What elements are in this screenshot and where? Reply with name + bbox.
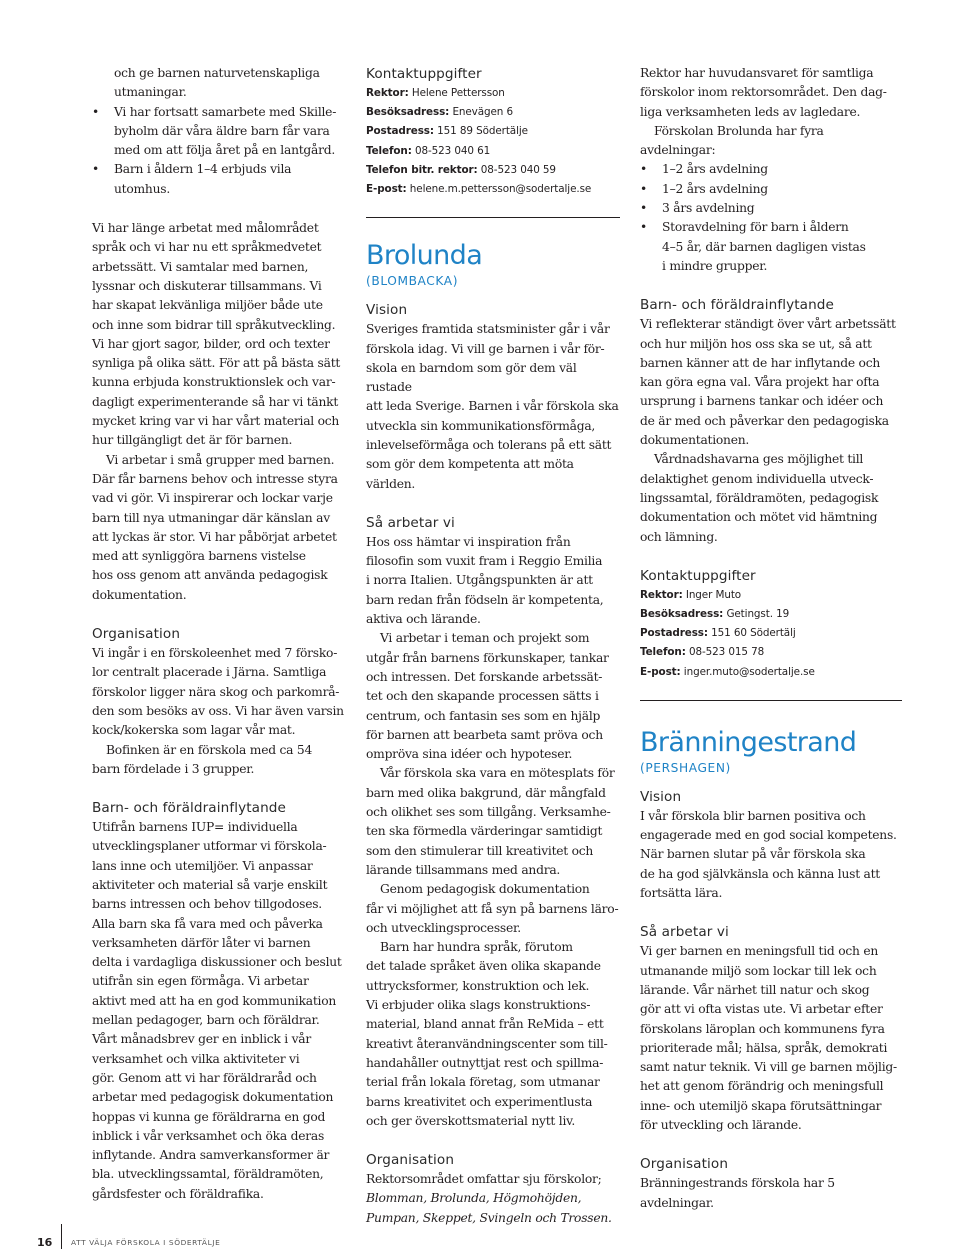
text-line: utifrån sin egen förmåga. Vi arbetar — [92, 974, 309, 989]
contact-value: 151 89 Södertälje — [437, 125, 528, 138]
text-line: barn med olika bakgrund, där mångfald — [366, 785, 606, 800]
text-line: het att genom förändrig och meningsfull — [640, 1079, 884, 1094]
text-line: kreativt återanvändningscenter som till- — [366, 1036, 608, 1051]
work-heading: Så arbetar vi — [640, 924, 729, 941]
text-line: barnen känner att de har inflytande och — [640, 355, 881, 370]
text-line: förskolor inom rektorsområdet. Den dag- — [640, 85, 887, 100]
bullet-icon: • — [92, 104, 100, 119]
text-line: Barn har hundra språk, förutom — [380, 940, 573, 955]
contact-value: 08-523 040 61 — [414, 144, 491, 157]
text-line: hur tillgängligt det är för barnen. — [92, 433, 293, 448]
bullet-icon: • — [92, 162, 100, 177]
text-line: Vi ger barnen en meningsfull tid och en — [640, 944, 879, 959]
text-line: förskolans läroplan och kommunens fyra — [640, 1021, 885, 1036]
contact-value: 151 60 Södertälj — [711, 627, 796, 640]
text-line: hoppas vi kunna ge föräldrarna en god — [92, 1109, 326, 1124]
bullet-icon: • — [640, 162, 648, 177]
text-line: har skapat lekvänliga miljöer både ute — [92, 298, 323, 313]
text-line: liga verksamheten leds av lagledare. — [640, 104, 861, 119]
text-line: lärande. Vår närhet till natur och skog — [640, 982, 870, 997]
section-subtitle: (PERSHAGEN) — [640, 760, 731, 775]
contact-list — [366, 84, 620, 199]
contact-row — [366, 161, 620, 180]
organisation-heading: Organisation — [366, 1152, 455, 1169]
text-line: tet och den skapande processen sätts i — [366, 689, 599, 704]
text-line: och lämning. — [640, 529, 718, 544]
list-item — [92, 160, 344, 199]
text-line: gör att vi ofta vistas ute. Vi arbetar efter — [640, 1002, 883, 1017]
list-item-line: byholm där våra äldre barn får vara — [114, 123, 330, 138]
section-subtitle: (BLOMBACKA) — [366, 274, 459, 289]
text-line: lans inne och utemiljöer. Vi anpassar — [92, 858, 313, 873]
contact-row — [366, 142, 620, 161]
text-line: barns intressen och behov tillgodoses. — [92, 897, 322, 912]
contact-label: Telefon: — [640, 646, 686, 659]
bullet-icon: • — [640, 201, 648, 216]
text-line: och ger överskottsmaterial nytt liv. — [366, 1113, 576, 1128]
text-line: och olikhet ses som tillgång. Verksamhe- — [366, 805, 611, 820]
text-line: får vi möjlighet att få syn på barnens läro- — [366, 901, 619, 916]
text-line: förskola idag. Vi vill ge barnen i vår för- — [366, 341, 605, 356]
text-line: prioriterade mål; hälsa, språk, demokrati — [640, 1040, 888, 1055]
text-line: dokumentationen. — [640, 433, 750, 448]
contact-row — [640, 663, 902, 682]
text-line: utveckla sin kommunikationsförmåga, — [366, 418, 596, 433]
bullet-icon: • — [640, 181, 648, 196]
text-line: och intressen. Det forskande arbetssät- — [366, 669, 603, 684]
contact-label: Postadress: — [640, 627, 708, 640]
contact-row — [640, 586, 902, 605]
text-line: Hos oss hämtar vi inspiration från — [366, 534, 571, 549]
body-paragraph — [92, 818, 344, 1204]
section-title: Bränningestrand — [640, 726, 857, 758]
text-line: Vårt månadsbrev ger en inblick i vår — [92, 1032, 311, 1047]
text-line: de är med och påverkar den pedagogiska — [640, 413, 889, 428]
organisation-text: Bränningestrands förskola har 5 avdelningar. — [640, 1176, 835, 1210]
body-paragraph — [92, 451, 344, 605]
list-item — [640, 199, 902, 218]
body-paragraph — [640, 450, 902, 546]
text-line: lärande tillsammans med andra. — [366, 862, 561, 877]
text-line: aktivt med att ha en god kommunikation — [92, 993, 337, 1008]
contact-label: E-post: — [366, 183, 407, 196]
text-line: som den stimulerar till kreativitet och — [366, 843, 594, 858]
text-line: Alla barn ska få vara med och påverka — [92, 916, 323, 931]
text-line: hos oss genom att använda pedagogisk — [92, 568, 328, 583]
text-line: fortsätta lära. — [640, 886, 723, 901]
list-item-line: 1–2 års avdelning — [662, 162, 768, 177]
contact-label: Telefon bitr. rektor: — [366, 163, 478, 176]
text-line: Vi har länge arbetat med målområdet — [92, 221, 319, 236]
text-line: handahåller outnyttjat rest och spillma- — [366, 1055, 604, 1070]
text-line: samt natur teknik. Vi vill ge barnen möjlig- — [640, 1060, 897, 1075]
contact-label: Rektor: — [366, 87, 409, 99]
contact-heading: Kontaktuppgifter — [640, 567, 756, 584]
text-line: utmaningar. — [114, 85, 187, 100]
contact-label: Telefon: — [366, 144, 412, 157]
text-line: lor centralt placerade i Järna. Samtliga — [92, 665, 327, 680]
organisation-text-italic: Blomman, Brolunda, Högmohöjden, — [366, 1191, 582, 1206]
contact-row — [640, 643, 902, 662]
text-line: barns kreativitet och experimentlusta — [366, 1094, 593, 1109]
list-item-line: 3 års avdelning — [662, 201, 755, 216]
publication-title: ATT VÄLJA FÖRSKOLA I SÖDERTÄLJE — [71, 1238, 221, 1247]
text-line: skola en barndom som gör dem väl rustade — [366, 360, 577, 395]
text-line: inne- och utemiljö skapa förutsättningar — [640, 1098, 882, 1113]
bullet-continuation — [640, 238, 902, 277]
text-line: arbetar med pedagogisk dokumentation — [92, 1090, 334, 1105]
intro-text — [92, 64, 344, 103]
text-line: Vi arbetar i små grupper med barnen. — [106, 452, 335, 467]
work-heading: Så arbetar vi — [366, 514, 455, 531]
text-line: utmanande miljö som lockar till lek och — [640, 963, 877, 978]
body-paragraph — [366, 320, 620, 494]
text-line: dokumentation. — [92, 587, 187, 602]
text-line: Vi har gjort sagor, bilder, ord och texter — [92, 336, 330, 351]
text-line: 4–5 år, där barnen dagligen vistas — [662, 239, 866, 254]
body-paragraph — [92, 219, 344, 451]
text-line: centrum, och fantasin ses som en hjälp — [366, 708, 601, 723]
text-line: Utifrån barnens IUP= individuella — [92, 820, 298, 835]
contact-label: Besöksadress: — [366, 106, 450, 119]
text-line: engagerade med en god social kompetens. — [640, 828, 897, 843]
text-line: ompröva sina idéer och hypoteser. — [366, 747, 573, 762]
text-line: I vår förskola blir barnen positiva och — [640, 808, 866, 823]
text-line: den som besöks av oss. Vi har även varsin — [92, 703, 344, 718]
organisation-heading: Organisation — [92, 626, 181, 643]
text-line: som gör dem kompetenta att möta världen. — [366, 457, 574, 491]
text-line: med att synliggöra barnens vistelse — [92, 549, 306, 564]
text-line: Förskolan Brolunda har fyra — [654, 123, 824, 138]
list-item — [92, 103, 344, 161]
text-line: lyssnar och diskuterar tillsammans. Vi — [92, 278, 322, 293]
contact-value: helene.m.pettersson@sodertalje.se — [409, 183, 592, 196]
text-line: vad vi gör. Vi inspirerar och lockar varje — [92, 491, 333, 506]
text-line: inblick i vår verksamhet och öka deras — [92, 1128, 325, 1143]
page-footer — [0, 1220, 960, 1249]
list-item-line: utomhus. — [114, 181, 170, 196]
text-line: och hur miljön hos oss ska se ut, så att — [640, 336, 872, 351]
organisation-text: Rektorsområdet omfattar sju förskolor; — [366, 1172, 602, 1187]
text-line: att lyckas är stor. Vi har påbörjat arbetet — [92, 529, 337, 544]
contact-label: Besöksadress: — [640, 608, 724, 621]
contact-list — [640, 586, 902, 682]
text-line: aktiva och lärande. — [366, 612, 481, 627]
text-line: Sveriges framtida statsminister går i vår — [366, 322, 610, 337]
text-line: Vår förskola ska vara en mötesplats för — [380, 766, 615, 781]
contact-label: Postadress: — [366, 125, 434, 138]
text-line: Där får barnens behov och intresse styra — [92, 471, 338, 486]
text-line: Vi arbetar i teman och projekt som — [380, 631, 590, 646]
bullet-icon: • — [640, 220, 648, 235]
text-line: lingssamtal, föräldramöten, pedagogisk — [640, 490, 879, 505]
text-line: gårdsfester och föräldrafika. — [92, 1186, 264, 1201]
contact-value: Inger Muto — [685, 588, 742, 601]
contact-row — [640, 605, 902, 624]
text-line: och utvecklingsprocesser. — [366, 920, 521, 935]
list-item — [640, 160, 902, 179]
text-line: för utveckling och lärande. — [640, 1118, 802, 1132]
text-line: Bofinken är en förskola med ca 54 — [106, 742, 313, 757]
contact-heading: Kontaktuppgifter — [366, 66, 482, 82]
body-paragraph — [640, 315, 902, 450]
barn-foraldrainflytande-heading: Barn- och föräldrainflytande — [640, 297, 834, 314]
text-line: verksamheten därför låter vi barnen — [92, 935, 311, 950]
contact-value: Enevägen 6 — [452, 106, 513, 119]
text-line: kock/kokerska som lagar vår mat. — [92, 723, 296, 738]
text-line: utgår från barnens förkunskaper, tankar — [366, 650, 609, 665]
contact-value: Getingst. 19 — [726, 608, 790, 621]
text-line: utvecklingsplaner utformar vi förskola- — [92, 839, 327, 854]
text-line: avdelningar: — [640, 143, 716, 158]
text-line: Genom pedagogisk dokumentation — [380, 882, 590, 897]
body-paragraph — [366, 764, 620, 880]
contact-value: inger.muto@sodertalje.se — [683, 665, 815, 678]
contact-label: E-post: — [640, 665, 681, 678]
text-line: delaktighet genom individuella utveck- — [640, 471, 874, 486]
intro-text — [640, 122, 902, 161]
contact-row — [366, 103, 620, 122]
body-paragraph — [640, 807, 902, 903]
text-line: ten ska förmedla värderingar samtidigt — [366, 824, 603, 839]
list-item — [640, 180, 902, 199]
contact-value: Helene Pettersson — [411, 87, 505, 99]
list-item — [640, 218, 902, 237]
contact-row — [640, 624, 902, 643]
text-line: synliga på olika sätt. För att på bästa sätt — [92, 356, 341, 371]
vision-heading: Vision — [640, 788, 682, 805]
body-paragraph — [366, 533, 620, 629]
text-line: barn till nya utmaningar där känslan av — [92, 510, 330, 525]
text-line: uttrycksformer, konstruktion och lek. — [366, 978, 590, 993]
list-item-line: Barn i åldern 1–4 erbjuds vila — [114, 162, 292, 177]
barn-foraldrainflytande-heading: Barn- och föräldrainflytande — [92, 800, 286, 817]
text-line: Vi erbjuder olika slags konstruktions- — [366, 998, 591, 1013]
text-line: för barnen att bearbeta samt pröva och — [366, 727, 603, 742]
text-line: gör. Genom att vi har föräldraråd och — [92, 1070, 317, 1085]
page-number: 16 — [37, 1236, 53, 1249]
text-line: kan göra egna val. Våra projekt har ofta — [640, 375, 880, 390]
bullet-list — [640, 160, 902, 237]
contact-value: 08-523 015 78 — [688, 646, 765, 659]
text-line: Vi reflekterar ständigt över vårt arbetssätt — [640, 317, 896, 332]
text-line: Vårdnadshavarna ges möjlighet till — [654, 452, 864, 467]
vision-heading: Vision — [366, 302, 408, 319]
column-left — [92, 64, 344, 1204]
text-line: filosofin som vuxit fram i Reggio Emilia — [366, 554, 603, 569]
text-line: inflytande. Andra samverkansformer är — [92, 1148, 330, 1163]
text-line: Vi ingår i en förskoleenhet med 7 försko- — [92, 646, 338, 661]
text-line: material, bland annat från ReMida – ett — [366, 1017, 604, 1032]
text-line: delta i vardagliga diskussioner och beslut — [92, 955, 342, 970]
text-line: mellan pedagoger, barn och föräldrar. — [92, 1013, 320, 1028]
contact-value: 08-523 040 59 — [480, 163, 556, 176]
text-line: det talade språket även olika skapande — [366, 959, 601, 974]
column-middle — [366, 64, 620, 1228]
organisation-text-italic: Pumpan, Skeppet, Svingeln och Trossen. — [366, 1210, 612, 1225]
intro-text — [640, 64, 902, 122]
text-line: terial från lokala företag, som utmanar — [366, 1075, 600, 1090]
text-line: och inne som bidrar till språkutveckling. — [92, 317, 336, 332]
text-line: i mindre grupper. — [662, 258, 768, 273]
body-paragraph — [366, 938, 620, 1131]
text-line: ursprung i barnens tankar och idéer och — [640, 394, 884, 409]
body-paragraph — [366, 880, 620, 938]
list-item-line: med om att följa året på en lantgård. — [114, 143, 336, 158]
column-right — [640, 64, 902, 1213]
body-paragraph — [640, 942, 902, 1135]
text-line: inlevelseförmåga och tolerans på ett sätt — [366, 438, 612, 452]
text-line: barn fördelade i 3 grupper. — [92, 761, 255, 776]
text-line: förskolor ligger nära skog och parkområ- — [92, 684, 340, 699]
contact-row — [366, 122, 620, 141]
text-line: att leda Sverige. Barnen i vår förskola ska — [366, 399, 619, 414]
organisation-heading: Organisation — [640, 1156, 729, 1173]
text-line: kunna erbjuda konstruktionslek och var- — [92, 375, 336, 390]
text-line: aktiviteter och material så varje enskilt — [92, 877, 328, 892]
text-line: verksamhet och vilka aktiviteter vi — [92, 1051, 300, 1066]
body-paragraph — [92, 644, 344, 740]
footer-divider — [61, 1224, 62, 1249]
body-paragraph — [92, 741, 344, 780]
text-line: i norra Italien. Utgångspunkten är att — [366, 573, 593, 588]
text-line: de ha god självkänsla och känna lust att — [640, 866, 881, 881]
text-line: arbetssätt. Vi samtalar med barnen, — [92, 259, 309, 274]
text-line: När barnen slutar på vår förskola ska — [640, 847, 866, 862]
contact-row — [366, 84, 620, 103]
list-item-line: Vi har fortsatt samarbete med Skille- — [114, 104, 337, 119]
text-line: dagligt experimenterande så har vi tänkt — [92, 394, 339, 409]
bullet-list — [92, 103, 344, 199]
body-paragraph — [366, 629, 620, 764]
section-title: Brolunda — [366, 240, 483, 272]
list-item-line: 1–2 års avdelning — [662, 181, 768, 196]
text-line: Rektor har huvudansvaret för samtliga — [640, 66, 874, 80]
contact-row — [366, 180, 620, 199]
text-line: mycket kring var vi har vårt material och — [92, 414, 340, 429]
list-item-line: Storavdelning för barn i åldern — [662, 220, 849, 235]
text-line: dokumentation och mötet vid hämtning — [640, 510, 878, 525]
text-line: och ge barnen naturvetenskapliga — [114, 66, 320, 80]
text-line: barn redan från födseln är kompetenta, — [366, 592, 604, 607]
contact-label: Rektor: — [640, 588, 683, 601]
text-line: bla. utvecklingssamtal, föräldramöten, — [92, 1167, 324, 1182]
text-line: språk och vi har nu ett språkmedvetet — [92, 240, 322, 255]
